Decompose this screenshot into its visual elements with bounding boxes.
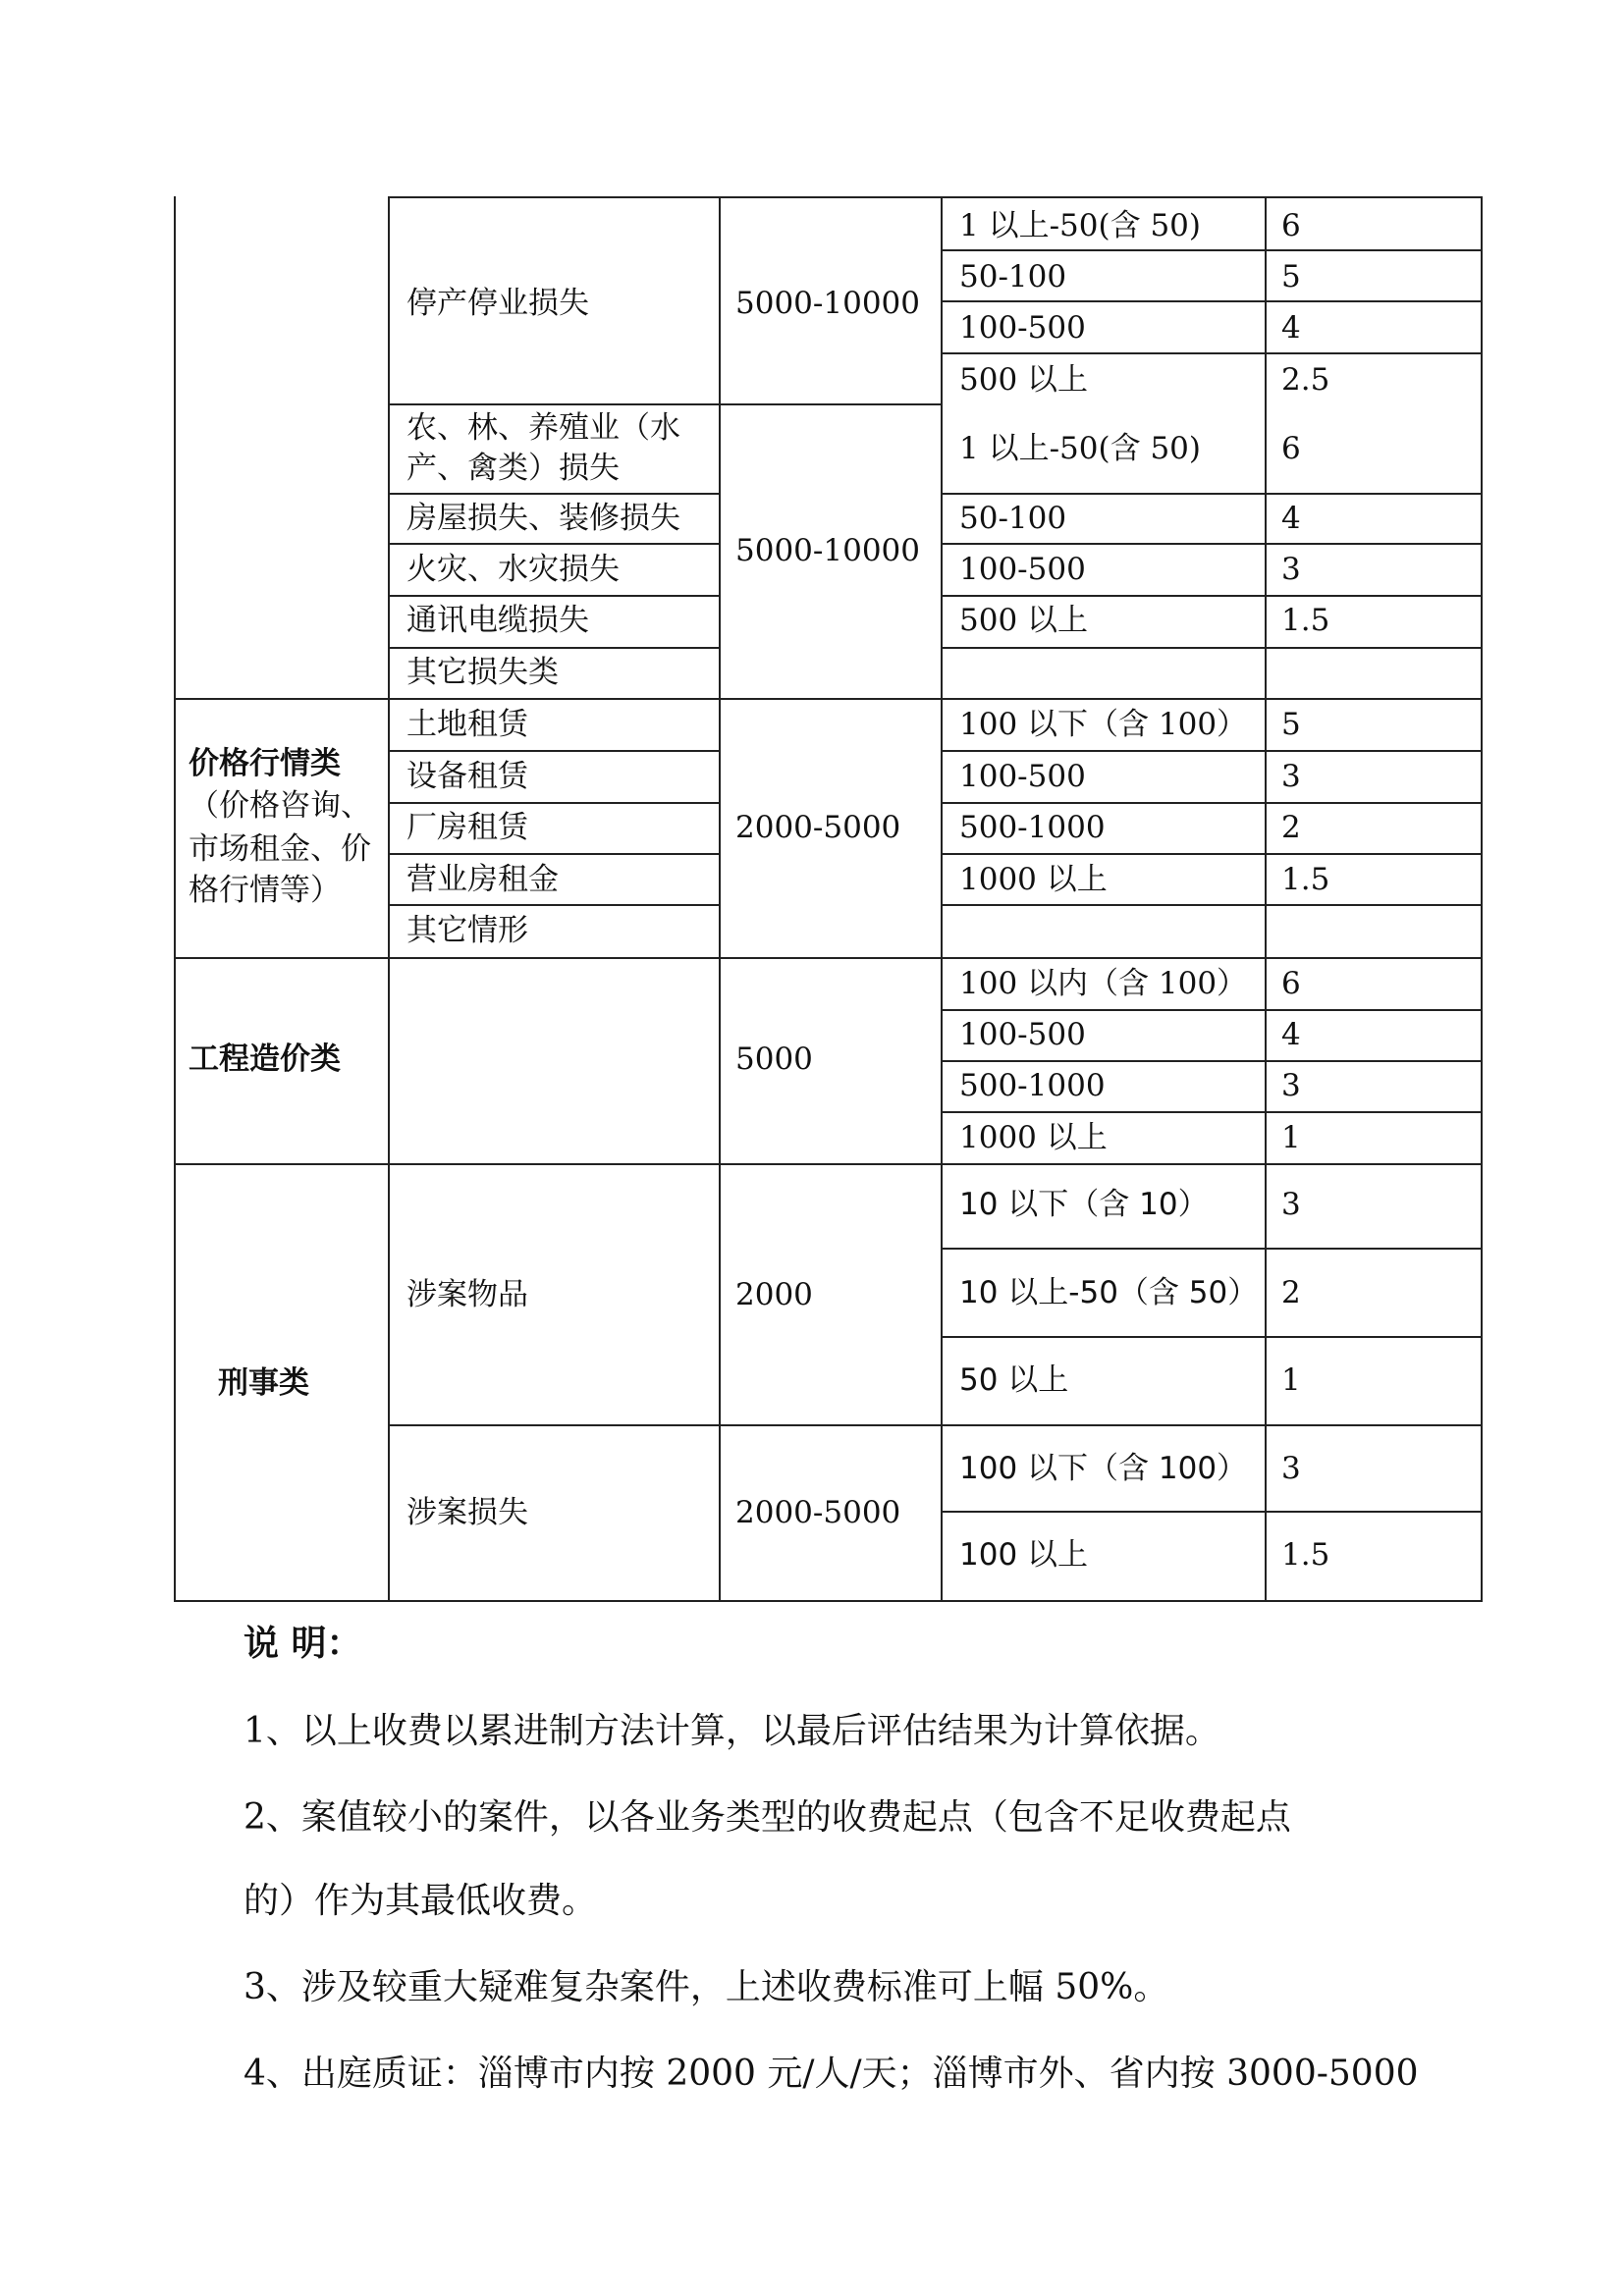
tier-range: 50-100 xyxy=(959,259,1067,294)
table-row-line xyxy=(941,1336,1483,1338)
tier-range: 10 以上-50（含 50） xyxy=(959,1275,1259,1310)
item-plant-rent: 厂房租赁 xyxy=(406,810,528,845)
item-land-rent: 土地租赁 xyxy=(406,707,528,742)
tier-rate: 3 xyxy=(1281,552,1301,587)
tier-range: 100-500 xyxy=(959,552,1086,587)
table-row-line xyxy=(941,249,1483,251)
table-row-line xyxy=(388,1424,1483,1426)
table-row-line xyxy=(719,196,943,198)
note-line: 4、出庭质证：淄博市内按 2000 元/人/天；淄博市外、省内按 3000-5000 xyxy=(244,2054,1419,2094)
tier-range: 100 以下（含 100） xyxy=(959,1451,1248,1486)
note-line: 2、案值较小的案件，以各业务类型的收费起点（包含不足收费起点 xyxy=(244,1797,1291,1838)
tier-rate: 4 xyxy=(1281,310,1301,346)
tier-range: 500-1000 xyxy=(959,1068,1106,1103)
table-row-line xyxy=(941,802,1483,804)
tier-range: 1000 以上 xyxy=(959,1120,1108,1155)
table-row-line xyxy=(388,543,721,545)
table-section-line xyxy=(174,957,1483,959)
tier-range: 50 以上 xyxy=(959,1362,1069,1398)
tier-rate: 5 xyxy=(1281,259,1301,294)
tier-rate: 3 xyxy=(1281,1187,1301,1222)
table-row-line xyxy=(941,1511,1483,1513)
table-row-line xyxy=(388,904,721,906)
table-row-line xyxy=(941,595,1483,597)
tier-range: 100 以上 xyxy=(959,1537,1089,1573)
table-col-divider xyxy=(719,196,721,1602)
base-fee: 2000-5000 xyxy=(735,1495,901,1530)
category-criminal: 刑事类 xyxy=(218,1365,309,1401)
table-row-line xyxy=(388,853,721,855)
base-fee: 5000 xyxy=(735,1041,813,1077)
tier-range: 500-1000 xyxy=(959,810,1106,845)
table-col-divider xyxy=(1265,196,1267,1602)
tier-rate: 4 xyxy=(1281,1017,1301,1052)
table-row-line xyxy=(941,543,1483,545)
tier-rate: 3 xyxy=(1281,1068,1301,1103)
item-case-loss: 涉案损失 xyxy=(406,1495,528,1530)
tier-rate: 3 xyxy=(1281,1451,1301,1486)
note-line: 的）作为其最低收费。 xyxy=(244,1881,598,1921)
tier-rate: 2.5 xyxy=(1281,362,1330,398)
tier-rate: 2 xyxy=(1281,810,1301,845)
tier-rate: 6 xyxy=(1281,431,1301,466)
tier-range: 50-100 xyxy=(959,501,1067,536)
table-row-line xyxy=(388,493,721,495)
table-row-line xyxy=(388,802,721,804)
tier-range: 500 以上 xyxy=(959,362,1089,398)
table-border-bottom xyxy=(174,1600,1483,1602)
tier-range: 500 以上 xyxy=(959,603,1089,638)
note-line: 3、涉及较重大疑难复杂案件，上述收费标准可上幅 50%。 xyxy=(244,1967,1169,2007)
table-section-line xyxy=(174,698,1483,700)
item-other-loss: 其它损失类 xyxy=(406,655,559,690)
category-price-sub: 市场租金、价 xyxy=(189,831,371,867)
table-row-line xyxy=(388,750,721,752)
category-engineering: 工程造价类 xyxy=(189,1041,341,1077)
table-row-line xyxy=(388,403,721,405)
tier-range: 100-500 xyxy=(959,310,1086,346)
table-row-line xyxy=(941,647,1483,649)
category-price: 价格行情类 xyxy=(189,746,341,781)
table-row-line xyxy=(941,1111,1483,1113)
item-house-loss: 房屋损失、装修损失 xyxy=(406,501,680,536)
tier-rate: 5 xyxy=(1281,707,1301,742)
item-fire-water-loss: 火灾、水灾损失 xyxy=(406,552,620,587)
table-row-line xyxy=(941,853,1483,855)
base-fee: 2000 xyxy=(735,1277,813,1312)
table-row-line xyxy=(941,1009,1483,1011)
tier-rate: 1 xyxy=(1281,1120,1301,1155)
table-row-line xyxy=(941,1060,1483,1062)
table-col-divider xyxy=(388,196,390,1602)
table-row-line xyxy=(719,403,943,405)
table-row-line xyxy=(388,647,721,649)
category-price-sub: 格行情等） xyxy=(189,873,341,908)
note-line: 1、以上收费以累进制方法计算，以最后评估结果为计算依据。 xyxy=(244,1711,1220,1751)
item-agriculture-loss: 农、林、养殖业（水 xyxy=(406,410,680,446)
tier-range: 100-500 xyxy=(959,759,1086,794)
tier-rate: 1.5 xyxy=(1281,862,1330,897)
base-fee: 5000-10000 xyxy=(735,286,920,321)
tier-rate: 6 xyxy=(1281,966,1301,1001)
table-col-divider xyxy=(941,196,943,1602)
item-shop-rent: 营业房租金 xyxy=(406,862,559,897)
tier-range: 10 以下（含 10） xyxy=(959,1187,1209,1222)
item-equipment-rent: 设备租赁 xyxy=(406,759,528,794)
table-border-left xyxy=(174,196,176,1602)
item-other-case: 其它情形 xyxy=(406,913,528,948)
table-row-line xyxy=(941,493,1483,495)
tier-range: 100 以下（含 100） xyxy=(959,707,1248,742)
table-section-line xyxy=(174,1163,1483,1165)
tier-rate: 6 xyxy=(1281,208,1301,243)
item-agriculture-loss-cont: 产、禽类）损失 xyxy=(406,451,620,486)
table-row-line xyxy=(941,300,1483,302)
tier-rate: 1.5 xyxy=(1281,603,1330,638)
tier-range: 1 以上-50(含 50) xyxy=(959,208,1201,243)
tier-rate: 1.5 xyxy=(1281,1537,1330,1573)
tier-range: 100-500 xyxy=(959,1017,1086,1052)
tier-range: 1000 以上 xyxy=(959,862,1108,897)
table-row-line xyxy=(941,904,1483,906)
notes-title: 说 明： xyxy=(244,1624,362,1664)
item-case-goods: 涉案物品 xyxy=(406,1277,528,1312)
base-fee: 2000-5000 xyxy=(735,810,901,845)
tier-rate: 3 xyxy=(1281,759,1301,794)
tier-rate: 4 xyxy=(1281,501,1301,536)
item-stop-production-loss: 停产停业损失 xyxy=(406,286,589,321)
tier-rate: 1 xyxy=(1281,1362,1301,1398)
table-row-line xyxy=(941,196,1483,198)
tier-range: 1 以上-50(含 50) xyxy=(959,431,1201,466)
table-row-line xyxy=(388,595,721,597)
table-row-line xyxy=(388,196,721,198)
table-row-line xyxy=(941,1248,1483,1250)
base-fee: 5000-10000 xyxy=(735,533,920,568)
table-row-line xyxy=(941,750,1483,752)
table-row-line xyxy=(941,352,1483,354)
category-price-sub: （价格咨询、 xyxy=(189,788,371,824)
item-cable-loss: 通讯电缆损失 xyxy=(406,603,589,638)
tier-rate: 2 xyxy=(1281,1275,1301,1310)
table-border-right xyxy=(1481,196,1483,1602)
tier-range: 100 以内（含 100） xyxy=(959,966,1248,1001)
